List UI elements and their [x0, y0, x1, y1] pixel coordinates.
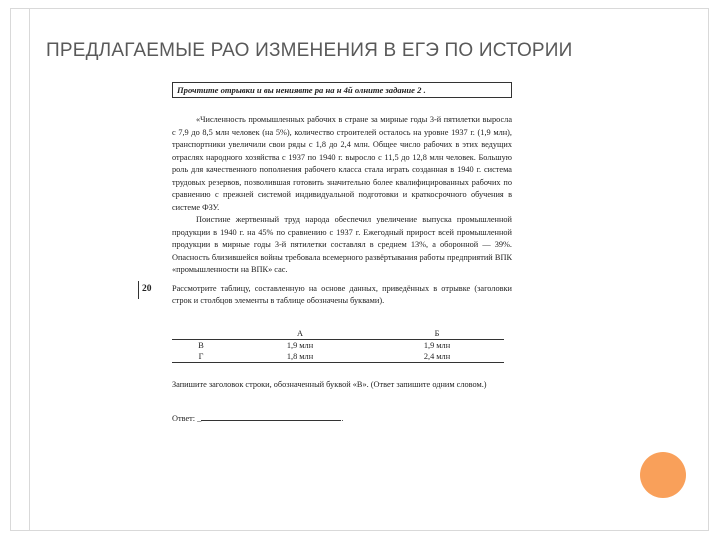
table-col-header: А: [230, 328, 370, 340]
table-row-label: Г: [172, 351, 230, 363]
question-text: Рассмотрите таблицу, составленную на основе данных, приведённых в отрывке (заголовки строк и столбцов элементы в таблице обозначены буквами).: [172, 283, 512, 305]
slide-title: ПРЕДЛАГАЕМЫЕ РАО ИЗМЕНЕНИЯ В ЕГЭ ПО ИСТОРИИ: [46, 40, 573, 61]
answer-end: .: [341, 414, 344, 423]
table-cell: 1,8 млн: [230, 351, 370, 363]
answer-row: [172, 411, 512, 426]
exam-document: [142, 82, 512, 426]
table-col-header: Б: [370, 328, 504, 340]
answer-blank-line[interactable]: [201, 411, 344, 423]
question-marker-bar: [138, 281, 139, 299]
data-table: [172, 328, 504, 363]
question-block: [142, 283, 512, 308]
answer-label: Ответ: _: [172, 414, 202, 423]
table-cell: 1,9 млн: [286, 340, 314, 350]
instruction-box: Прочтите отрывки и вы нениявте ра на н 4й олните задание 2 .: [172, 82, 512, 98]
table-row: [172, 339, 504, 351]
question-number: 20: [142, 283, 152, 294]
source-paragraph-1: «Численность промышленных рабочих в стране за мирные годы 3-й пятилетки выросла с 7,9 до 8,5 млн человек (на 5%), количество строителей осталось на уровне 1937 г. (1,9 млн), транспортники увеличили свои ряды с 1,8 до 2,4 млн. Общее число рабочих в этих ведущих отраслях народного хозяйства с 1937 по 1940 г. выросло с 11,5 до 12,8 млн человек. Большую роль для качественного пополнения рабочего класса стала играть созданная в 1940 г. система трудовых резервов, позволившая готовить значительно более квалифицированных рабочих по сравнению с прежней системой индивидуальной подготовки и краткосрочного обучения в системе ФЗУ.: [172, 115, 512, 212]
source-paragraph-2: Поистине жертвенный труд народа обеспечил увеличение выпуска промышленной продукции в 1940 г. на 45% по сравнению с 1937 г. Ежегодный прирост всей промышленной продукции в мирные годы 3-й пятилетки составлял в среднем 13%, а оборонной — 39%. Опасность близившейся войны требовала всемерного развёртывания работы предприятий ВПК «промышленности на ВПК» сас.: [172, 215, 512, 274]
table-cell: 2,4 млн: [370, 351, 504, 363]
table-cell: 1,9 млн: [423, 340, 451, 350]
table-header-row: [172, 328, 504, 340]
table-row: [172, 351, 504, 363]
answer-instruction: Запишите заголовок строки, обозначенный буквой «В». (Ответ запишите одним словом.): [172, 379, 487, 389]
table-row-label: В: [198, 340, 204, 350]
slide-left-strip: [10, 8, 30, 531]
decorative-orange-circle: [640, 452, 686, 498]
